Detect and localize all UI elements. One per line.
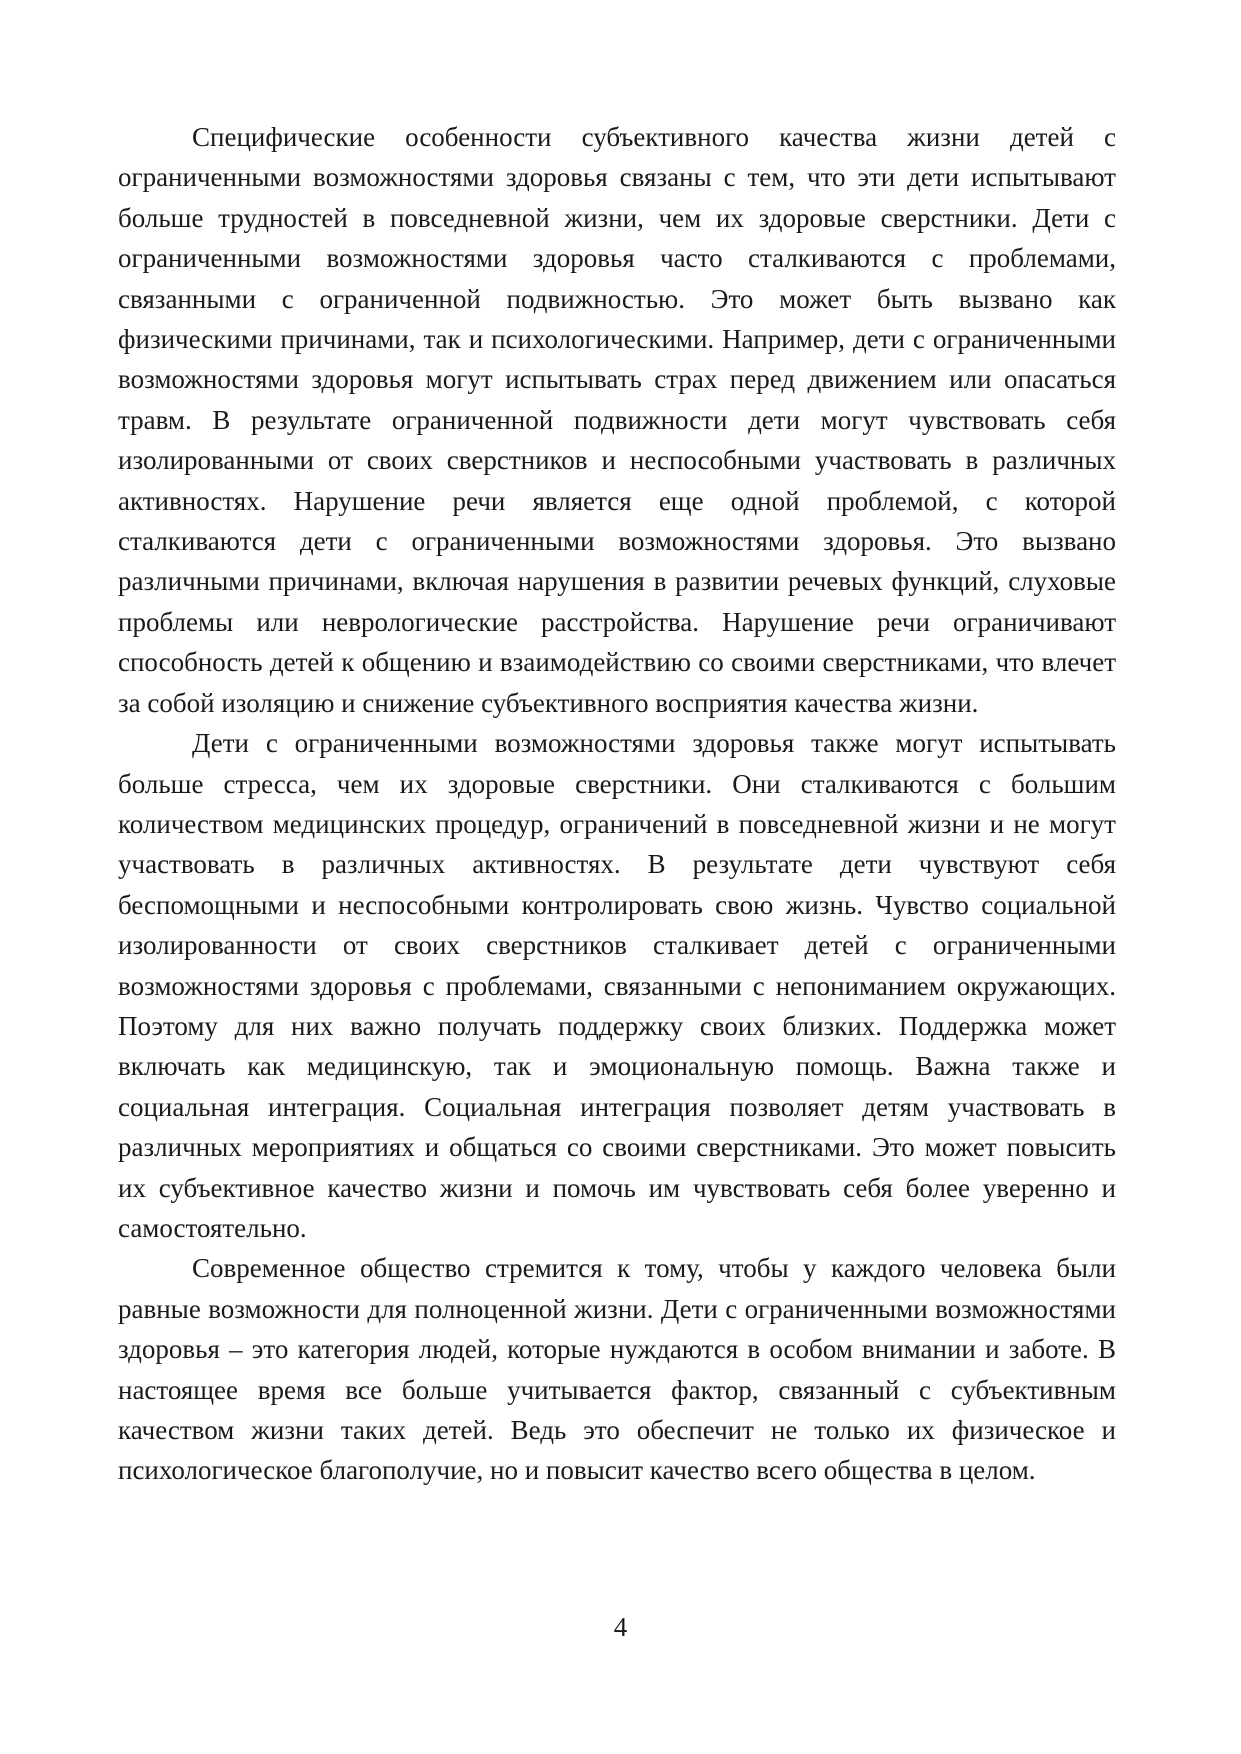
paragraph-1: Специфические особенности субъективного качества жизни детей с ограниченными возможностями здоровья связаны с тем, что эти дети испытывают больше трудностей в повседневной жизни, чем их здоровые сверстники. Дети с ограниченными возможностями здоровья часто сталкиваются с проблемами, связанными с ограниченной подвижностью. Это может быть вызвано как физическими причинами, так и психологическими. Например, дети с ограниченными возможностями здоровья могут испытывать страх перед движением или опасаться травм. В результате ограниченной подвижности дети могут чувствовать себя изолированными от своих сверстников и неспособными участвовать в различных активностях. Нарушение речи является еще одной проблемой, с которой сталкиваются дети с ограниченными возможностями здоровья. Это вызвано различными причинами, включая нарушения в развитии речевых функций, слуховые проблемы или неврологические расстройства. Нарушение речи ограничивают способность детей к общению и взаимодействию со своими сверстниками, что влечет за собой изоляцию и снижение субъективного восприятия качества жизни. bbox=[118, 122, 1116, 718]
paragraph-2: Дети с ограниченными возможностями здоровья также могут испытывать больше стресса, чем их здоровые сверстники. Они сталкиваются с большим количеством медицинских процедур, ограничений в повседневной жизни и не могут участвовать в различных активностях. В результате дети чувствуют себя беспомощными и неспособными контролировать свою жизнь. Чувство социальной изолированности от своих сверстников сталкивает детей с ограниченными возможностями здоровья с проблемами, связанными с непониманием окружающих. Поэтому для них важно получать поддержку своих близких. Поддержка может включать как медицинскую, так и эмоциональную помощь. Важна также и социальная интеграция. Социальная интеграция позволяет детям участвовать в различных мероприятиях и общаться со своими сверстниками. Это может повысить их субъективное качество жизни и помочь им чувствовать себя более уверенно и самостоятельно. bbox=[118, 728, 1116, 1243]
page-number: 4 bbox=[613, 1612, 628, 1642]
body-text bbox=[118, 117, 1116, 1491]
paragraph-3: Современное общество стремится к тому, чтобы у каждого человека были равные возможности для полноценной жизни. Дети с ограниченными возможностями здоровья – это категория людей, которые нуждаются в особом внимании и заботе. В настоящее время все больше учитывается фактор, связанный с субъективным качеством жизни таких детей. Ведь это обеспечит не только их физическое и психологическое благополучие, но и повысит качество всего общества в целом. bbox=[118, 1253, 1116, 1486]
